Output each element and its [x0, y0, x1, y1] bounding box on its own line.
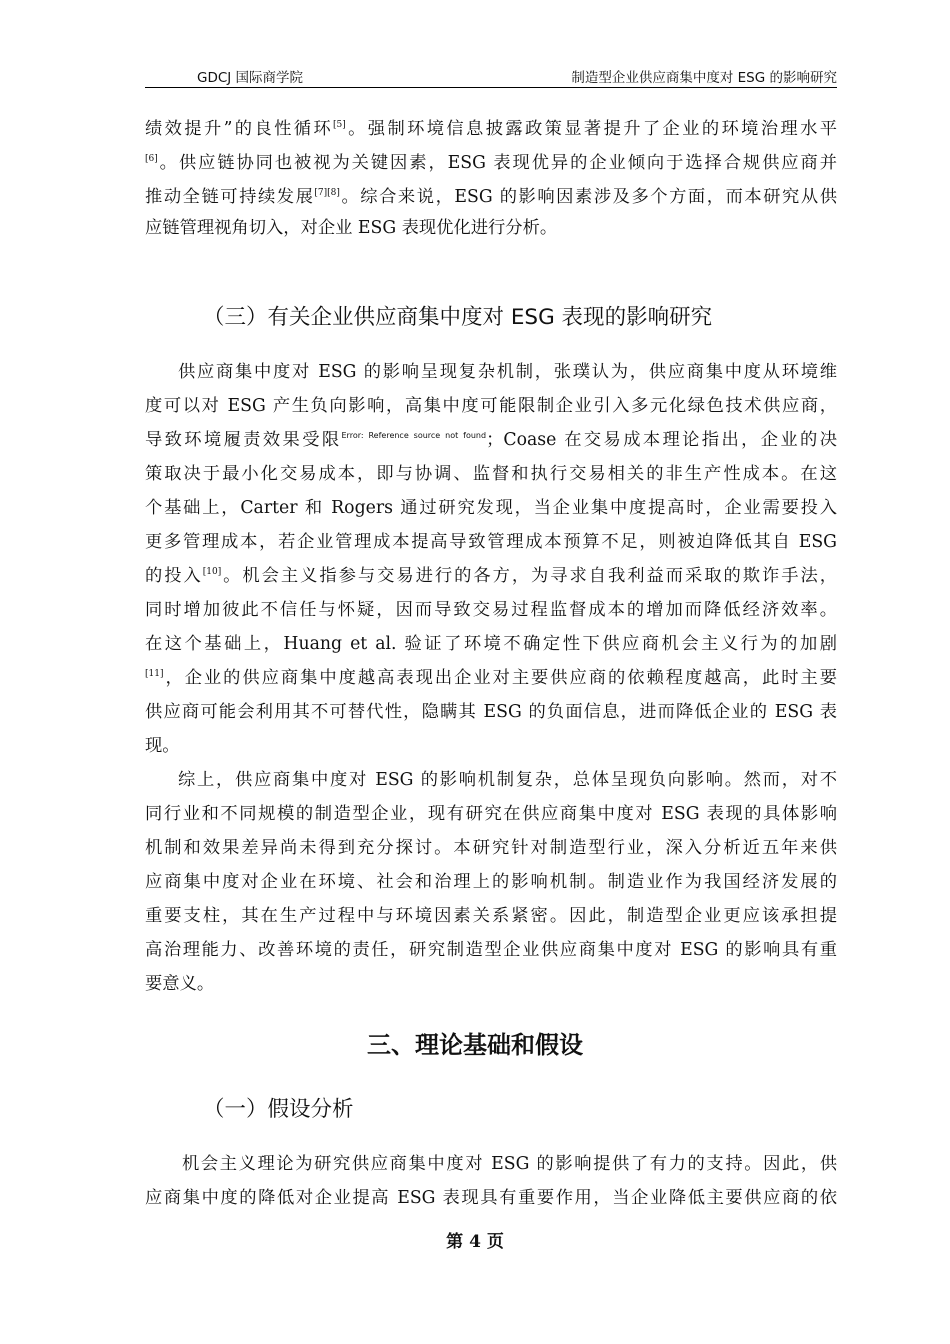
- text-line: 个基础上，Carter 和 Rogers 通过研究发现，当企业集中度提高时，企业需要投入: [145, 498, 837, 518]
- text-line: 在这个基础上，Huang et al. 验证了环境不确定性下供应商机会主义行为的加剧: [145, 634, 837, 654]
- text-line: 供应商集中度对 ESG 的影响呈现复杂机制，张璞认为，供应商集中度从环境维: [178, 362, 837, 382]
- header-school: GDCJ 国际商学院: [197, 70, 304, 86]
- citation[interactable]: [5]: [333, 120, 346, 130]
- citation[interactable]: [6]: [145, 154, 158, 164]
- text-line: 绩效提升”的良性循环[5]。强制环境信息披露政策显著提升了企业的环境治理水平: [145, 119, 837, 139]
- text-line: 同行业和不同规模的制造型企业，现有研究在供应商集中度对 ESG 表现的具体影响: [145, 804, 837, 824]
- text-line: 导致环境履责效果受限$^{Error: Reference source not found}$；Coase 在交易成本理论指出，企业的决: [145, 430, 837, 450]
- text-line: [6]。供应链协同也被视为关键因素，ESG 表现优异的企业倾向于选择合规供应商并: [145, 153, 837, 173]
- section-heading: （一）假设分析: [203, 1097, 354, 1122]
- text-line: 同时增加彼此不信任与怀疑，因而导致交易过程监督成本的增加而降低经济效率。: [145, 600, 837, 620]
- text-line: 综上，供应商集中度对 ESG 的影响机制复杂，总体呈现负向影响。然而，对不: [178, 770, 837, 790]
- chapter-heading: 三、理论基础和假设: [367, 1031, 583, 1059]
- text-line: 应商集中度的降低对企业提高 ESG 表现具有重要作用，当企业降低主要供应商的依: [145, 1188, 837, 1208]
- section-heading: （三）有关企业供应商集中度对 ESG 表现的影响研究: [203, 305, 713, 330]
- text-line: 推动全链可持续发展[7][8]。综合来说，ESG 的影响因素涉及多个方面，而本研究从供: [145, 187, 837, 207]
- text-line: 更多管理成本，若企业管理成本提高导致管理成本预算不足，则被迫降低其自 ESG: [145, 532, 837, 552]
- text-line: [11]，企业的供应商集中度越高表现出企业对主要供应商的依赖程度越高，此时主要: [145, 668, 837, 688]
- citation[interactable]: [7][8]: [314, 188, 340, 198]
- text-line: 重要支柱，其在生产过程中与环境因素关系紧密。因此，制造型企业更应该承担提: [145, 906, 837, 926]
- text-line: 的投入[10]。机会主义指参与交易进行的各方，为寻求自我利益而采取的欺诈手法，: [145, 566, 837, 586]
- header-paper-title: 制造型企业供应商集中度对 ESG 的影响研究: [571, 70, 837, 86]
- text-line: 高治理能力、改善环境的责任，研究制造型企业供应商集中度对 ESG 的影响具有重: [145, 940, 837, 960]
- reference-error: Error: Reference source not found: [341, 431, 487, 440]
- citation[interactable]: [10]: [202, 567, 222, 577]
- text-line: 供应商可能会利用其不可替代性，隐瞒其 ESG 的负面信息，进而降低企业的 ESG 表: [145, 702, 837, 722]
- text-line: 要意义。: [145, 974, 215, 994]
- citation[interactable]: [11]: [145, 669, 164, 679]
- text-line: 应链管理视角切入，对企业 ESG 表现优化进行分析。: [145, 218, 558, 238]
- text-line: 机会主义理论为研究供应商集中度对 ESG 的影响提供了有力的支持。因此，供: [182, 1154, 837, 1174]
- text-line: 策取决于最小化交易成本，即与协调、监督和执行交易相关的非生产性成本。在这: [145, 464, 837, 484]
- text-line: 现。: [145, 736, 180, 756]
- text-line: 机制和效果差异尚未得到充分探讨。本研究针对制造型行业，深入分析近五年来供: [145, 838, 837, 858]
- text-line: 度可以对 ESG 产生负向影响，高集中度可能限制企业引入多元化绿色技术供应商，: [145, 396, 837, 416]
- page-number: 第 4 页: [446, 1232, 504, 1252]
- text-line: 应商集中度对企业在环境、社会和治理上的影响机制。制造业作为我国经济发展的: [145, 872, 837, 892]
- page-header: [145, 63, 837, 88]
